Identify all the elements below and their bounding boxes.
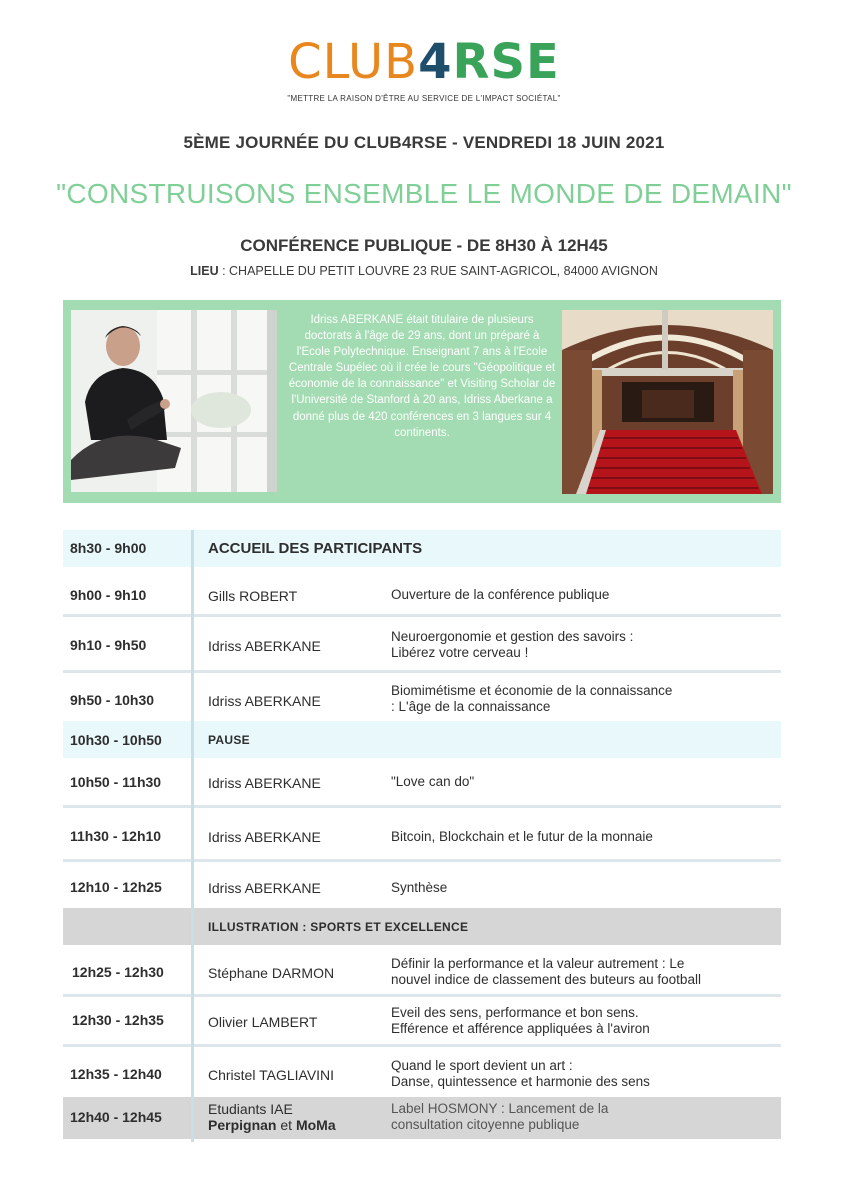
row-topic: "Love can do" <box>391 774 475 789</box>
row-time: 10h30 - 10h50 <box>70 732 162 748</box>
venue-photo <box>562 310 773 494</box>
speaker-photo <box>71 310 277 492</box>
speaker-first-name: Idriss <box>208 775 242 791</box>
speaker-bio-panel <box>63 300 781 503</box>
schedule-row <box>63 530 781 567</box>
schedule-row <box>63 567 781 617</box>
schedule-row <box>63 997 781 1047</box>
row-time: 9h50 - 10h30 <box>70 692 155 708</box>
speaker-line-2-a: Perpignan <box>208 1117 277 1133</box>
speaker-line-1-b: IAE <box>270 1101 293 1117</box>
row-section-title: PAUSE <box>208 733 250 747</box>
speaker-first-name: Idriss <box>208 880 242 896</box>
row-topic: Bitcoin, Blockchain et le futur de la monnaie <box>391 829 653 844</box>
speaker-first-name: Stéphane <box>208 965 268 981</box>
row-topic <box>391 1058 771 1090</box>
club4rse-logo <box>0 34 848 103</box>
row-speaker <box>208 880 321 896</box>
schedule-row <box>63 1047 781 1097</box>
slogan-heading: "CONSTRUISONS ENSEMBLE LE MONDE DE DEMAIN" <box>56 178 792 209</box>
row-time: 12h30 - 12h35 <box>72 1012 164 1028</box>
row-time: 12h40 - 12h45 <box>70 1109 162 1125</box>
logo-tagline: "METTRE LA RAISON D'ÊTRE AU SERVICE DE L'IMPACT SOCIÉTAL" <box>287 94 561 103</box>
row-speaker <box>208 1067 334 1083</box>
topic-line-1: Biomimétisme et économie de la connaissance <box>391 683 673 698</box>
speaker-line-1-a: Etudiants <box>208 1101 267 1117</box>
speaker-last-name: LAMBERT <box>251 1014 318 1030</box>
row-speaker <box>208 1101 336 1133</box>
speaker-line-2-b: et <box>280 1117 293 1133</box>
row-topic: Synthèse <box>391 880 448 895</box>
schedule-row <box>63 908 781 945</box>
speaker-last-name: ABERKANE <box>244 693 321 709</box>
row-speaker <box>208 693 321 709</box>
row-speaker <box>208 965 334 981</box>
logo-club-text: CLUB <box>288 34 419 90</box>
row-time: 12h35 - 12h40 <box>70 1066 162 1082</box>
row-speaker <box>208 588 297 604</box>
location-label: LIEU <box>190 264 219 278</box>
row-time: 11h30 - 12h10 <box>70 828 162 844</box>
topic-line-1: Quand le sport devient un art : <box>391 1058 573 1073</box>
row-speaker <box>208 638 321 654</box>
row-speaker <box>208 829 321 845</box>
speaker-bio-text: Idriss ABERKANE était titulaire de plusieurs doctorats à l'âge de 29 ans, dont un préparé à l'Ecole Polytechnique. Enseignant 7 ans à l'Ecole Centrale Supélec où il crée le cours "Géopolitique et économie de la connaissance" et Visiting Scholar de l'Université de Stanford à 20 ans, Idriss Aberkane a donné plus de 420 conférences en 3 langues sur 4 continents. <box>288 314 556 439</box>
schedule-row <box>63 758 781 810</box>
row-speaker <box>208 775 321 791</box>
speaker-first-name: Christel <box>208 1067 256 1083</box>
speaker-first-name: Gills <box>208 588 236 604</box>
row-topic <box>391 683 771 715</box>
speaker-last-name: TAGLIAVINI <box>259 1067 335 1083</box>
speaker-last-name: ABERKANE <box>244 829 321 845</box>
speaker-last-name: ABERKANE <box>244 775 321 791</box>
speaker-first-name: Idriss <box>208 638 242 654</box>
topic-line-2: nouvel indice de classement des buteurs au football <box>391 972 701 987</box>
time-column-divider <box>191 530 194 1142</box>
topic-line-1: Neuroergonomie et gestion des savoirs : <box>391 629 634 644</box>
speaker-first-name: Idriss <box>208 829 242 845</box>
speaker-last-name: DARMON <box>271 965 335 981</box>
row-time: 9h00 - 9h10 <box>70 587 147 603</box>
schedule-row <box>63 721 781 758</box>
row-topic <box>391 1101 771 1133</box>
logo-rse-text: RSE <box>452 34 560 90</box>
row-topic <box>391 629 771 661</box>
topic-line-2: Danse, quintessence et harmonie des sens <box>391 1074 650 1089</box>
row-section-title: ACCUEIL DES PARTICIPANTS <box>208 540 423 557</box>
topic-line-1: Définir la performance et la valeur autrement : Le <box>391 956 685 971</box>
schedule-row <box>63 617 781 673</box>
row-separator <box>63 805 781 808</box>
speaker-last-name: ROBERT <box>239 588 298 604</box>
speaker-first-name: Olivier <box>208 1014 248 1030</box>
schedule-row <box>63 810 781 862</box>
row-time: 10h50 - 11h30 <box>70 774 162 790</box>
speaker-photo-illustration <box>71 310 277 492</box>
row-topic <box>391 956 771 988</box>
logo-four-text: 4 <box>418 34 453 90</box>
logo-wordmark <box>288 34 560 90</box>
venue-photo-illustration <box>562 310 773 494</box>
row-time: 8h30 - 9h00 <box>70 540 147 556</box>
event-date-heading: 5ÈME JOURNÉE DU CLUB4RSE - VENDREDI 18 JUIN 2021 <box>183 133 665 152</box>
row-section-title: ILLUSTRATION : SPORTS ET EXCELLENCE <box>208 920 469 934</box>
conference-title: CONFÉRENCE PUBLIQUE - DE 8H30 À 12H45 <box>240 236 608 255</box>
topic-line-2: : L'âge de la connaissance <box>391 699 551 714</box>
topic-line-2: Libérez votre cerveau ! <box>391 645 529 660</box>
row-topic: Ouverture de la conférence publique <box>391 587 610 602</box>
topic-line-1-b: : Lancement de la <box>497 1101 609 1116</box>
row-time: 12h10 - 12h25 <box>70 879 162 895</box>
row-time: 9h10 - 9h50 <box>70 637 147 653</box>
topic-line-2: consultation citoyenne publique <box>391 1117 580 1132</box>
topic-line-2: Efférence et afférence appliquées à l'aviron <box>391 1021 650 1036</box>
speaker-line-2-c: MoMa <box>295 1117 336 1133</box>
topic-line-1: Eveil des sens, performance et bon sens. <box>391 1005 639 1020</box>
schedule-row <box>63 1097 781 1139</box>
speaker-first-name: Idriss <box>208 693 242 709</box>
row-topic <box>391 1005 771 1037</box>
schedule-row <box>63 862 781 908</box>
row-time: 12h25 - 12h30 <box>72 964 164 980</box>
speaker-last-name: ABERKANE <box>244 880 321 896</box>
topic-line-1-a: Label HOSMONY <box>391 1101 498 1116</box>
schedule-row <box>63 673 781 723</box>
schedule-row <box>63 945 781 997</box>
location-line <box>0 264 848 278</box>
speaker-last-name: ABERKANE <box>244 638 321 654</box>
row-speaker <box>208 1014 317 1030</box>
location-value: : CHAPELLE DU PETIT LOUVRE 23 RUE SAINT-AGRICOL, 84000 AVIGNON <box>218 264 658 278</box>
